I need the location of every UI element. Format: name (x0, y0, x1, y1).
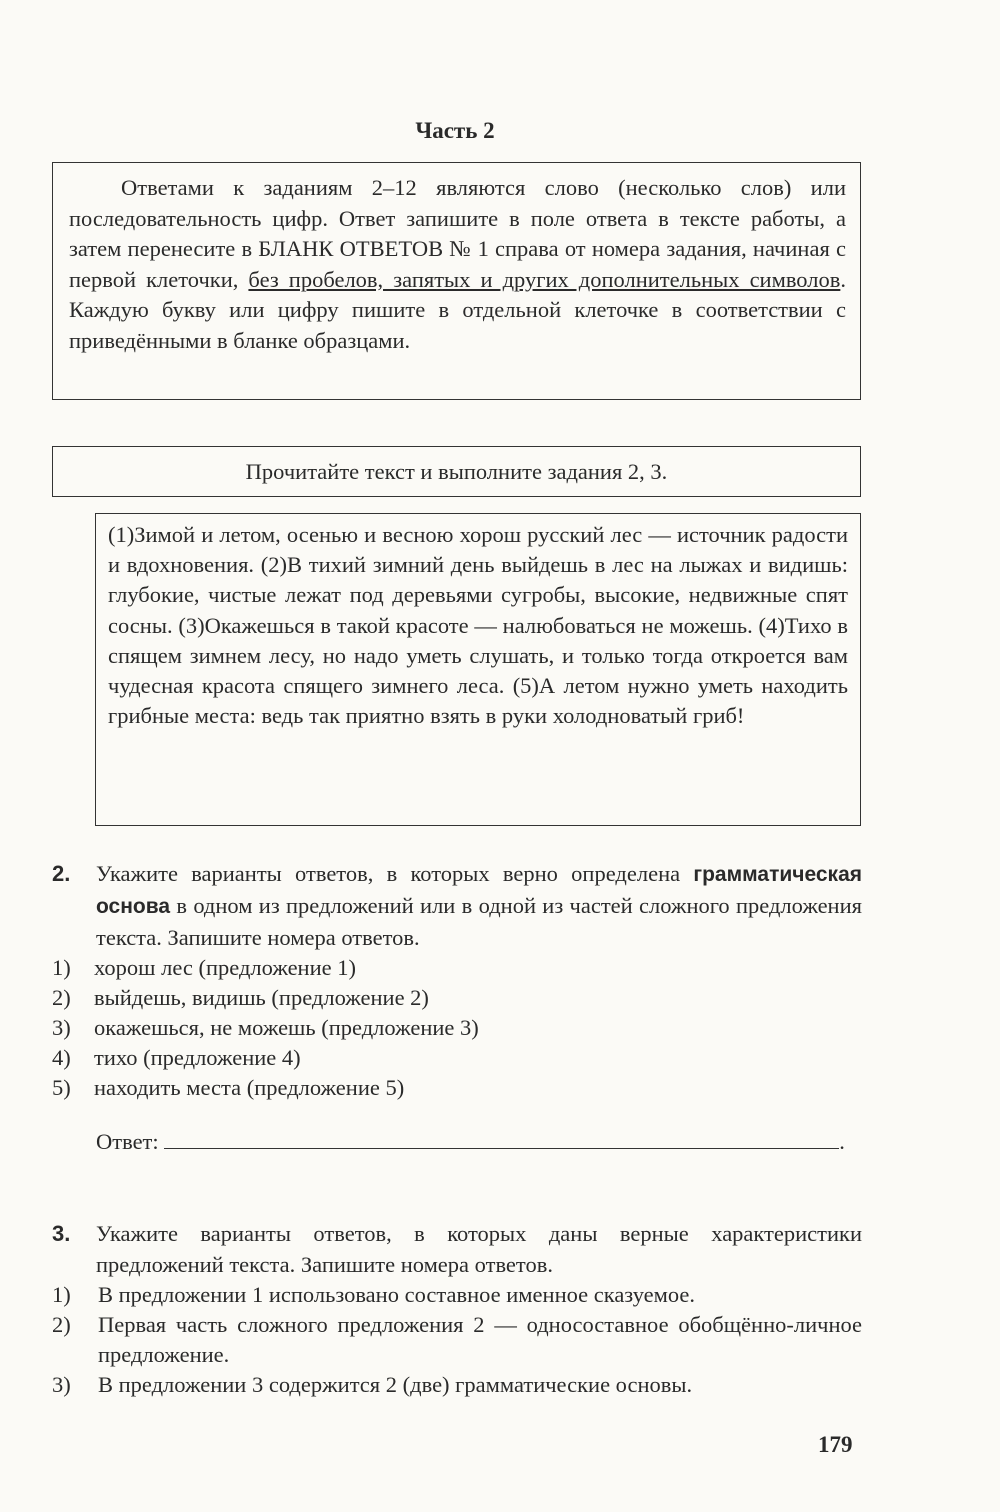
instructions-underlined: без пробелов, запятых и других дополнительных символов (248, 266, 841, 292)
task-3-number: 3. (52, 1221, 71, 1246)
answer-end: . (839, 1129, 845, 1154)
task-2-option (52, 1013, 862, 1043)
task-2-option (52, 983, 862, 1013)
task-3 (52, 1218, 862, 1400)
part-title: Часть 2 (415, 118, 495, 143)
option-text: выйдешь, видишь (предложение 2) (94, 985, 429, 1010)
task-2-answer (52, 1127, 862, 1157)
task-3-option (52, 1370, 862, 1400)
option-number: 2) (52, 1312, 71, 1337)
option-text: находить места (предложение 5) (94, 1075, 405, 1100)
task-3-question (52, 1218, 862, 1280)
option-text: окажешься, не можешь (предложение 3) (94, 1015, 479, 1040)
read-prompt: Прочитайте текст и выполните задания 2, 3. (245, 458, 668, 484)
instructions-text-part1: Ответами к заданиям 2–12 являются слово (несколько слов) или последовательность цифр. Ответ запишите в поле ответа в тексте работы, а затем перенесите в БЛАНК ОТВЕТОВ № 1 справа от номера задания, начиная с первой клеточки, (69, 175, 846, 292)
task-3-text: Укажите варианты ответов, в которых даны верные характеристики предложений текста. Запишите номера ответов. (96, 1221, 862, 1277)
instructions-box (52, 162, 861, 400)
task-2-number: 2. (52, 861, 71, 886)
instructions-text-part2: . Каждую букву или цифру пишите в отдельной клеточке в соответствии с приведёнными в бланке образцами. (69, 266, 846, 353)
option-text: хорош лес (предложение 1) (94, 955, 356, 980)
task-2-option (52, 1043, 862, 1073)
option-number: 3) (52, 1015, 71, 1040)
task-3-option (52, 1310, 862, 1370)
task-3-options (52, 1280, 862, 1400)
task-3-option (52, 1280, 862, 1310)
read-prompt-box (52, 446, 861, 497)
task-2 (52, 858, 862, 1157)
answer-label: Ответ: (96, 1129, 159, 1154)
task-2-text (96, 858, 862, 953)
passage-box (95, 513, 861, 826)
option-number: 5) (52, 1075, 71, 1100)
answer-field[interactable] (164, 1128, 839, 1149)
task-2-option (52, 953, 862, 983)
option-text: В предложении 1 использовано составное именное сказуемое. (98, 1282, 696, 1307)
task-2-text-part1: Укажите варианты ответов, в которых верно определена (96, 861, 694, 886)
option-number: 3) (52, 1372, 71, 1397)
option-text: Первая часть сложного предложения 2 — односоставное обобщённо-личное предложение. (98, 1312, 862, 1367)
option-text: В предложении 3 содержится 2 (две) грамматические основы. (98, 1372, 693, 1397)
passage-text: (1)Зимой и летом, осенью и весною хорош русский лес — источник радости и вдохновения. (2)В тихий зимний день выйдешь в лес на лыжах и видишь: глубокие, чистые лежат под деревьями сугробы, высокие, недвижные спят сосны. (3)Окажешься в такой красоте — налюбоваться не можешь. (4)Тихо в спящем зимнем лесу, но надо уметь слушать, и только тогда откроется вам чудесная красота спящего зимнего леса. (5)А летом нужно уметь находить грибные места: ведь так приятно взять в руки холодноватый гриб! (108, 522, 848, 729)
task-2-text-part2: в одном из предложений или в одной из частей сложного предложения текста. Запишите номера ответов. (96, 893, 862, 950)
option-number: 1) (52, 1282, 71, 1307)
task-2-options (52, 953, 862, 1103)
task-2-option (52, 1073, 862, 1103)
option-number: 2) (52, 985, 71, 1010)
option-number: 1) (52, 955, 71, 980)
page-number: 179 (818, 1432, 853, 1457)
option-number: 4) (52, 1045, 71, 1070)
instructions-text (69, 173, 846, 356)
task-2-bold-term: грамматическая основа (96, 863, 862, 918)
task-2-question (52, 858, 862, 953)
option-text: тихо (предложение 4) (94, 1045, 301, 1070)
